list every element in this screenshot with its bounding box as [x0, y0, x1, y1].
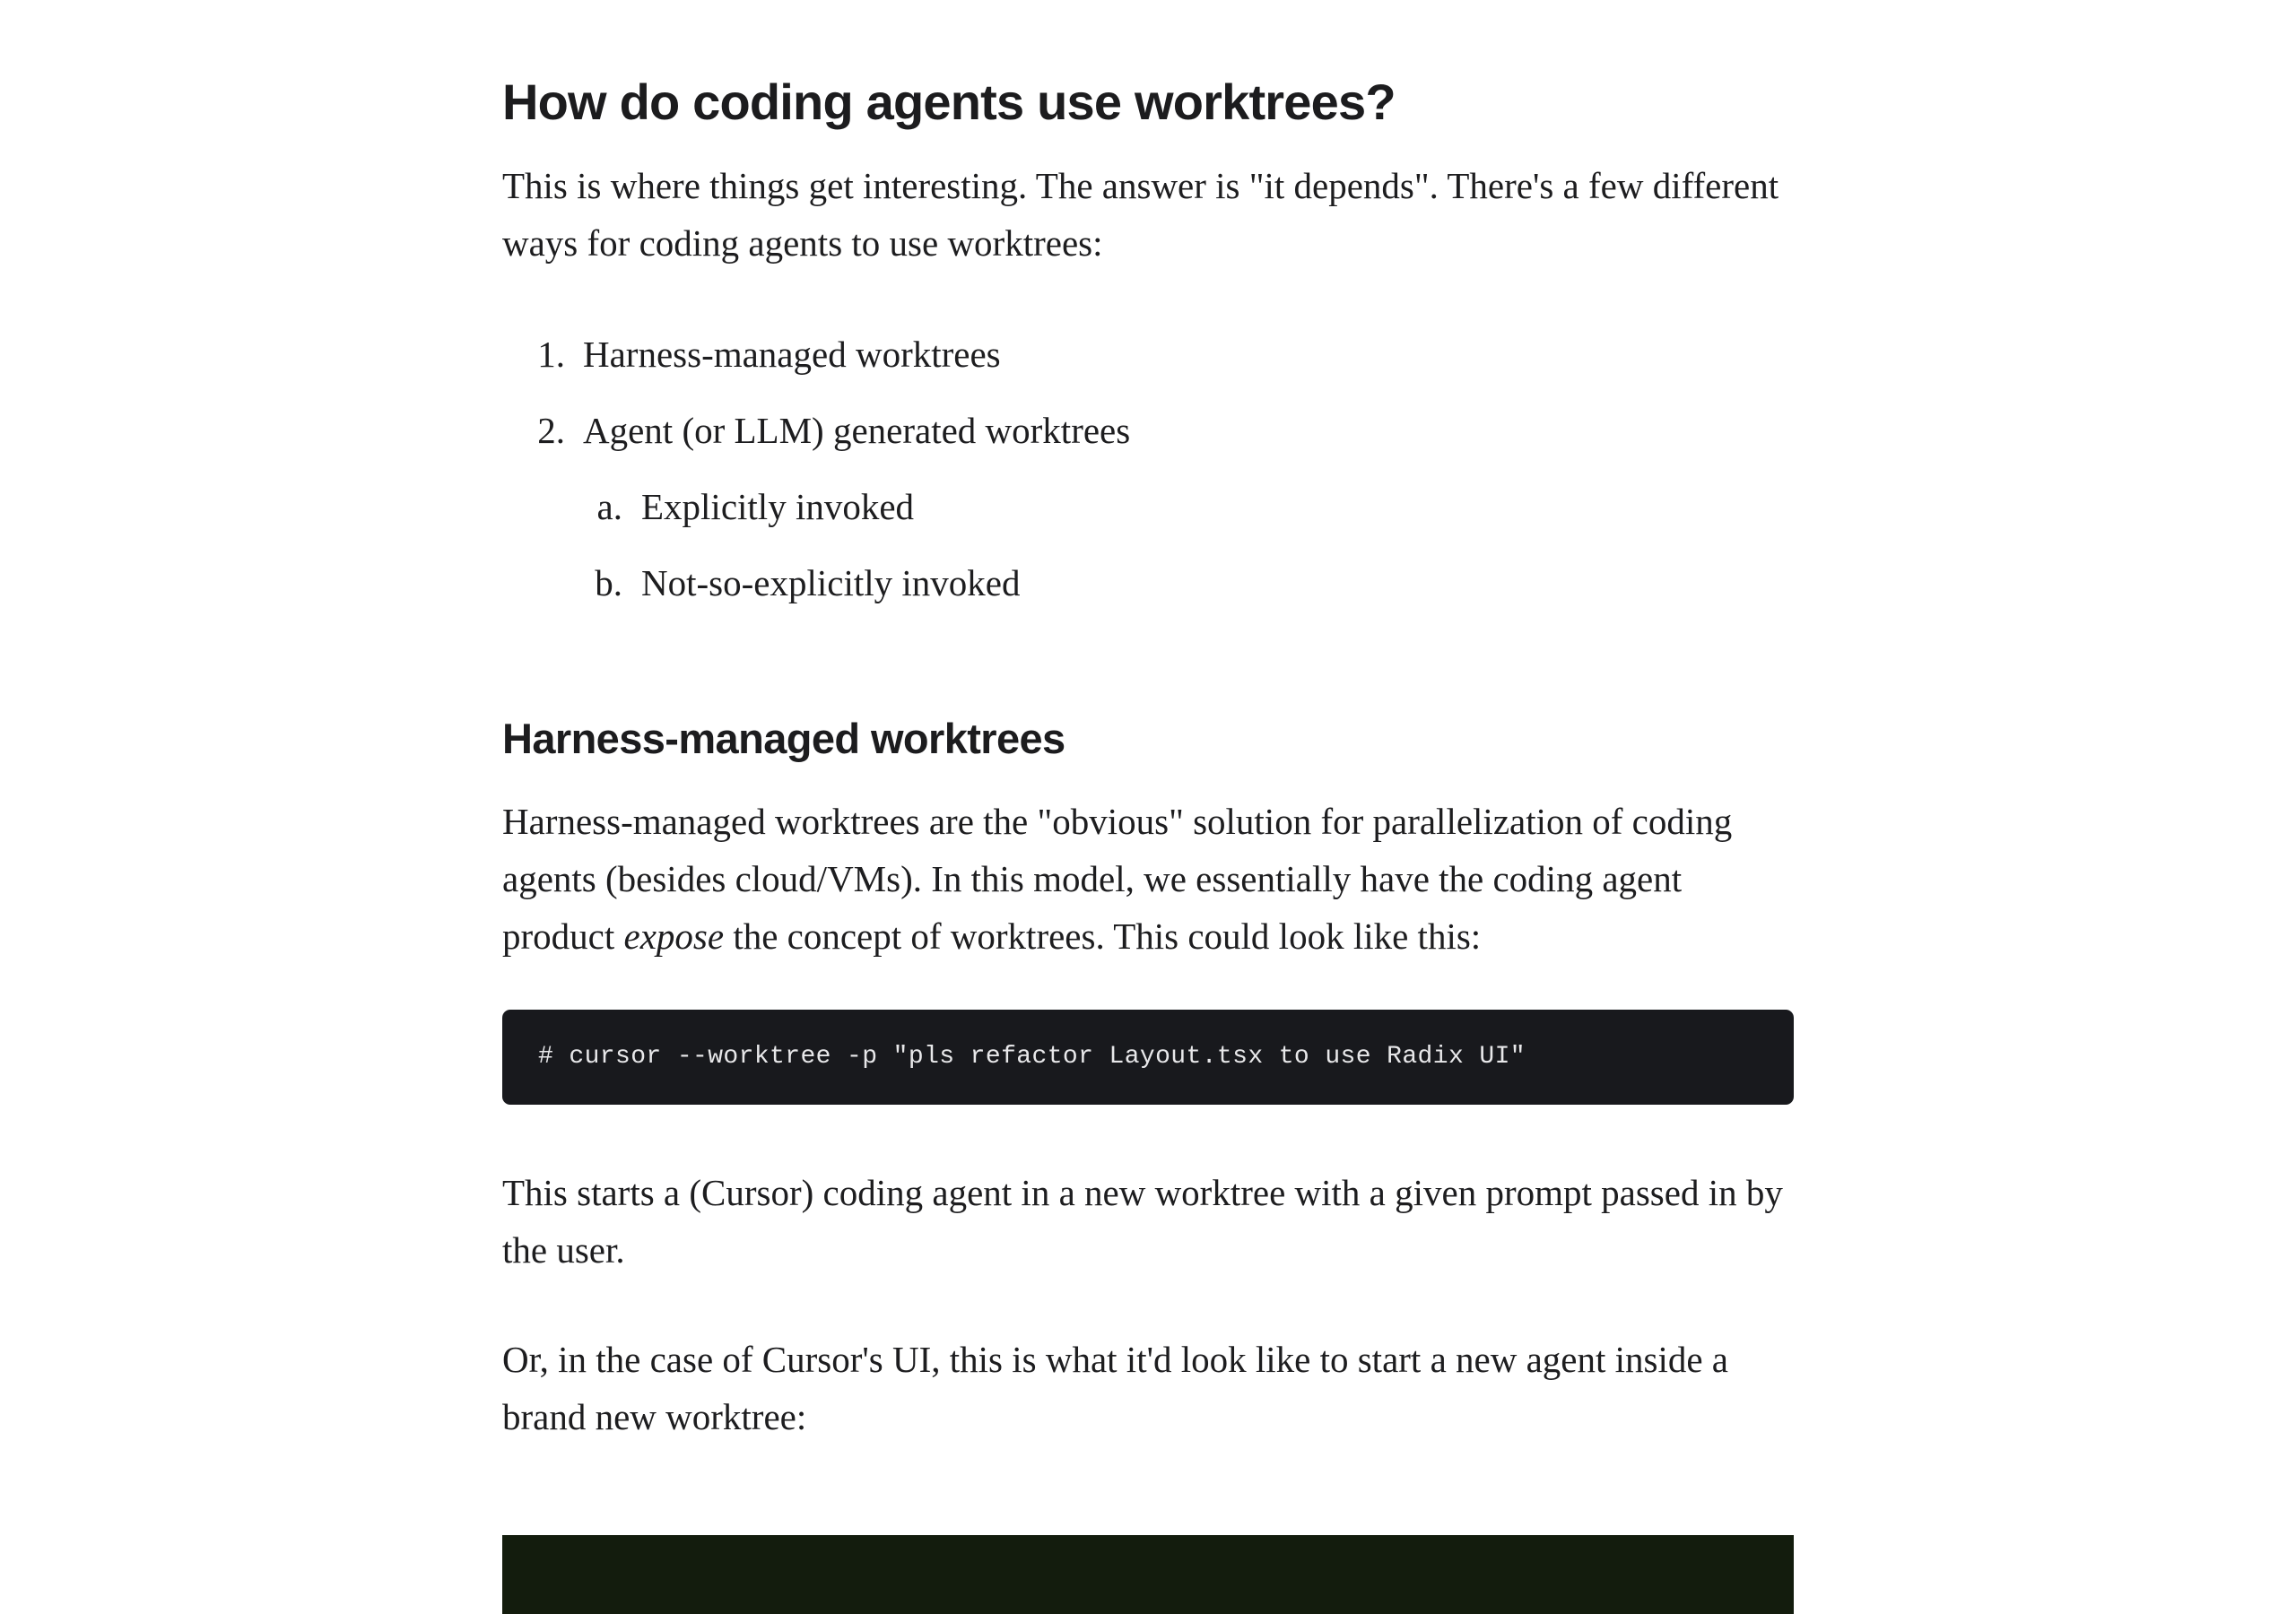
section-paragraph — [502, 793, 1794, 965]
paragraph-text: Harness-managed worktrees are the "obvious" solution for parallelization of coding agents (besides cloud/VMs). In this model, we essentially have the coding agent product — [502, 801, 1733, 957]
body-paragraph: Or, in the case of Cursor's UI, this is what it'd look like to start a new agent inside a brand new worktree: — [502, 1339, 1728, 1437]
list-item-label: Harness-managed worktrees — [583, 334, 1001, 375]
list-item-label: Explicitly invoked — [641, 486, 915, 527]
intro-paragraph: This is where things get interesting. The answer is "it depends". There's a few different ways for coding agents to use worktrees: — [502, 165, 1779, 264]
list-marker: 2. — [537, 410, 565, 451]
list-item-label: Not-so-explicitly invoked — [641, 562, 1021, 603]
list-marker: 1. — [537, 334, 565, 375]
list-item-label: Agent (or LLM) generated worktrees — [583, 410, 1131, 451]
section-title: How do coding agents use worktrees? — [502, 74, 1396, 130]
body-paragraph: This starts a (Cursor) coding agent in a new worktree with a given prompt passed in by the user. — [502, 1172, 1783, 1271]
code-text: # cursor --worktree -p "pls refactor Layout.tsx to use Radix UI" — [538, 1043, 1526, 1071]
embedded-screenshot — [502, 1535, 1794, 1614]
list-marker: a. — [596, 486, 622, 527]
section-heading: Harness-managed worktrees — [502, 715, 1065, 762]
list-marker: b. — [595, 562, 622, 603]
code-block — [502, 1010, 1794, 1105]
paragraph-text: the concept of worktrees. This could look like this: — [724, 915, 1482, 957]
emphasis-text: expose — [623, 915, 725, 957]
